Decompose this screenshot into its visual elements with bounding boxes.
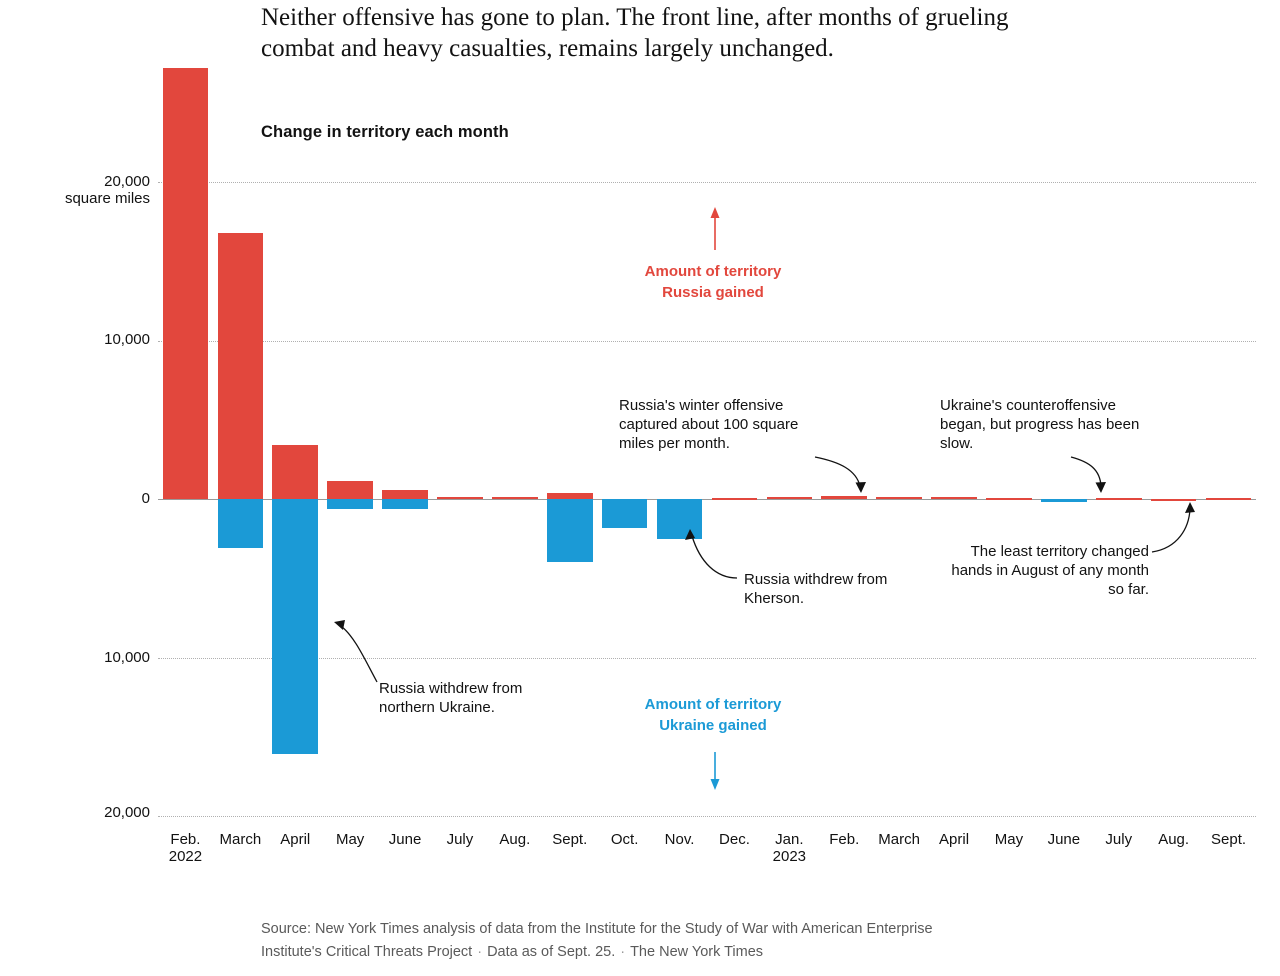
gridline-10000 (158, 341, 1256, 342)
annotation-russia-gained (613, 261, 813, 303)
bar-ukraine-4[interactable] (382, 499, 428, 509)
source-line-2 (261, 941, 1061, 964)
x-tick-month-12: Feb. (829, 831, 860, 848)
annotation-ukraine-gained-line1: Amount of territory (644, 696, 782, 713)
y-axis-label-20000-bottom: 20,000 (104, 804, 150, 821)
annotation-winter-offensive: Russia's winter offensive captured about 100 square miles per month. (619, 397, 799, 452)
bar-ukraine-3[interactable] (327, 499, 373, 509)
page-title: Neither offensive has gone to plan. The front line, after months of grueling combat and heavy casualties, remains largely unchanged. (261, 4, 1009, 62)
annotation-northern-ukraine: Russia withdrew from northern Ukraine. (379, 680, 523, 716)
y-axis-unit: square miles (64, 190, 150, 207)
bar-russia-14[interactable] (931, 497, 977, 499)
annotation-august-least: The least territory changed hands in August of any month so far. (951, 543, 1149, 598)
source-sep-2: · (620, 944, 626, 960)
x-tick-month-3: May (335, 831, 365, 848)
source-note (261, 918, 1061, 964)
bar-russia-2[interactable] (272, 445, 318, 499)
x-tick-month-9: Nov. (664, 831, 695, 848)
source-sep-1: · (477, 944, 483, 960)
bar-ukraine-1[interactable] (218, 499, 264, 548)
zero-axis-line (158, 499, 1256, 500)
x-tick-month-14: April (939, 831, 970, 848)
x-tick-month-2: April (280, 831, 311, 848)
bar-russia-12[interactable] (821, 496, 867, 499)
x-tick-month-5: July (446, 831, 474, 848)
bar-russia-3[interactable] (327, 481, 373, 499)
bar-russia-6[interactable] (492, 497, 538, 499)
source-asof: Data as of Sept. 25. (487, 944, 616, 960)
bar-ukraine-16[interactable] (1041, 499, 1087, 502)
bar-russia-1[interactable] (218, 233, 264, 499)
x-tick-month-4: June (388, 831, 422, 848)
gridline--10000 (158, 658, 1256, 659)
bar-russia-17[interactable] (1096, 498, 1142, 500)
x-tick-month-19: Sept. (1211, 831, 1247, 848)
x-tick-year-0: 2022 (168, 848, 203, 865)
x-tick-month-11: Jan. (775, 831, 804, 848)
x-tick-month-13: March (878, 831, 920, 848)
source-credit: The New York Times (630, 944, 764, 960)
source-institute: Institute's Critical Threats Project (261, 944, 473, 960)
bar-russia-15[interactable] (986, 498, 1032, 500)
bar-russia-13[interactable] (876, 497, 922, 499)
x-tick-19 (1184, 831, 1274, 848)
annotation-russia-gained-line2: Russia gained (662, 284, 764, 301)
chart-subtitle: Change in territory each month (261, 123, 509, 141)
bar-ukraine-7[interactable] (547, 499, 593, 562)
annotation-kherson: Russia withdrew from Kherson. (744, 571, 888, 607)
x-tick-month-6: Aug. (499, 831, 531, 848)
x-tick-month-18: Aug. (1158, 831, 1190, 848)
annotation-ukraine-gained-line2: Ukraine gained (659, 717, 767, 734)
y-axis-label-20000-top (0, 173, 150, 207)
annotation-ukraine-gained (613, 694, 813, 736)
bar-russia-11[interactable] (767, 497, 813, 499)
source-line-1: Source: New York Times analysis of data from the Institute for the Study of War with American Enterprise (261, 921, 933, 937)
x-tick-year-11: 2023 (772, 848, 807, 865)
annotation-russia-gained-line1: Amount of territory (644, 263, 782, 280)
bar-ukraine-8[interactable] (602, 499, 648, 528)
bar-russia-18[interactable] (1151, 499, 1197, 501)
bar-russia-4[interactable] (382, 490, 428, 499)
x-tick-month-7: Sept. (552, 831, 588, 848)
x-tick-month-0: Feb. (170, 831, 201, 848)
bar-ukraine-2[interactable] (272, 499, 318, 754)
bar-russia-5[interactable] (437, 497, 483, 499)
x-tick-month-1: March (219, 831, 262, 848)
x-tick-month-15: May (994, 831, 1024, 848)
bar-russia-19[interactable] (1206, 498, 1252, 500)
y-axis-label-10000-top: 10,000 (104, 331, 150, 348)
bar-russia-0[interactable] (163, 68, 209, 499)
gridline--20000 (158, 816, 1256, 817)
x-tick-month-16: June (1047, 831, 1081, 848)
bar-ukraine-9[interactable] (657, 499, 703, 539)
x-tick-month-10: Dec. (719, 831, 750, 848)
y-axis-label-0: 0 (141, 490, 150, 507)
x-tick-month-17: July (1105, 831, 1133, 848)
x-tick-month-8: Oct. (610, 831, 639, 848)
bar-russia-10[interactable] (712, 498, 758, 500)
gridline-20000 (158, 182, 1256, 183)
y-tick-20000-top: 20,000 (104, 173, 150, 190)
y-axis-label-10000-bottom: 10,000 (104, 649, 150, 666)
annotation-counteroffensive: Ukraine's counteroffensive began, but progress has been slow. (940, 397, 1140, 452)
